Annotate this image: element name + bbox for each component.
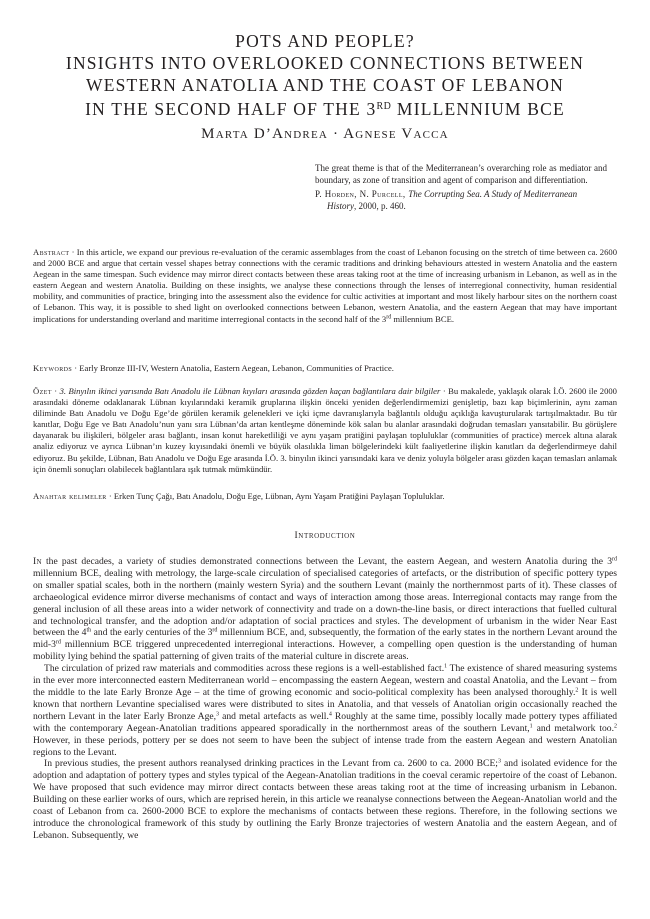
paragraph-2-text-c: It is well known that northern Levantine specialised wares were distributed to sites in Anatolia, and that vessels of Anatolian origin occasionally reached the northern Levant in the later Early Bronze Age, [33, 686, 617, 722]
anahtar-separator: · [106, 491, 114, 501]
ozet-separator: · [51, 386, 60, 396]
ozet-abstract [33, 386, 617, 475]
paragraph-1-lead: In [33, 556, 42, 567]
footnote-marker[interactable]: 3 [216, 711, 220, 718]
paragraph-3-text-a: In previous studies, the present authors reanalysed drinking practices in the Levant from ca. 2600 to ca. 2000 BCE; [44, 758, 498, 770]
title-line-1: POTS AND PEOPLE? [235, 31, 415, 51]
paragraph-2-text-g: However, in these periods, pottery per se does not seem to have been the subject of intense trade from the eastern Aegean and western Anatolian regions to the Levant. [33, 734, 617, 758]
abstract-text: In this article, we expand our previous re-evaluation of the ceramic assemblages from the coast of Lebanon focusing on the stretch of time between ca. 2600 and 2000 BCE and argue that certain vessel shapes betray connections with the ceramic traditions and drinking behaviours attested in western Anatolia and the eastern Aegean in the same timespan. Such evidence may mirror direct contacts between these areas taking root at the time of increasing urbanism in Lebanon, as well as in the eastern Aegean and western Anatolia. Building on these insights, we analyse these connections through the lenses of interregional connectivity, human residential mobility, and communities of practice, bringing into the assessment also the evidence for cultic activities at important and most likely harbour sites on the northern coast of Lebanon. This way, it is possible to shed light on overlooked connections between Lebanon, western Anatolia, and the eastern Aegean that may have important implications for understanding overland and maritime interregional contacts in the second half of the 3 [33, 247, 617, 324]
epigraph-source-year: , 2000, p. 460. [354, 200, 406, 211]
paragraph-1-text-d: millennium BCE, and, subsequently, the formation of the early states in the northern Levant around the mid-3 [33, 627, 617, 651]
paragraph-2-text-b: The existence of shared measuring systems in the ever more interconnected eastern Mediterranean world – encompassing the eastern Aegean, western and coastal Anatolia, and the Levant – from the middle to the late Early Bronze Age – at the time of growing economic and socio-political complexity has been analysed thoroughly. [33, 663, 618, 698]
keywords-text: Early Bronze III-IV, Western Anatolia, Eastern Aegean, Lebanon, Communities of Practice. [79, 363, 394, 373]
paragraph-1-text-c: and the early centuries of the 3 [91, 627, 213, 639]
ozet-separator-2: · [440, 386, 449, 396]
epigraph-source [315, 189, 607, 212]
keywords [33, 363, 617, 374]
title-line-2: INSIGHTS INTO OVERLOOKED CONNECTIONS BETWEEN [65, 53, 585, 73]
abstract [33, 247, 617, 325]
abstract-text-end: millennium BCE. [391, 313, 454, 324]
anahtar-kelimeler [33, 491, 617, 502]
paragraph-1-text-b: millennium BCE, dealing with metrology, the large-scale circulation of specialised categories of artefacts, or the distribution of specific pottery types on smaller spatial scales, both in the northern (mainly western Syria) and the southern Levant (mainly the northernmost parts of it). These classes of archaeological evidence mirror diverse mechanisms of contact and ways of interaction among those areas. Interregional contacts may range from the general inclusion of all these areas into a wider network of connectivity and trade on a down-the-line basis, or direct interactions that fuelled cultural and technological transfer, and the adoption and/or adaptation of social practices and styles. The development of urbanism in the wider Near East between the 4 [33, 567, 617, 639]
paragraph-2-text-d: and metal artefacts as well. [219, 710, 329, 722]
abstract-superscript: rd [386, 314, 392, 321]
keywords-label: Keywords [33, 363, 73, 373]
paragraph-3 [33, 758, 617, 841]
paragraph-1 [33, 556, 617, 663]
anahtar-text: Erken Tunç Çağı, Batı Anadolu, Doğu Ege, Lübnan, Aynı Yaşam Pratiğini Paylaşan Topluluklar. [113, 491, 445, 501]
superscript: rd [55, 639, 61, 646]
epigraph-source-title: The Corrupting Sea. A Study of Mediterranean History [327, 189, 578, 211]
title-line-4 [40, 96, 610, 120]
ozet-text: Bu makalede, yaklaşık olarak İ.Ö. 2600 ile 2000 arasındaki döneme odaklanarak Lübnan kıyılarındaki keramik gruplarına ilişkin önceki yeniden değerlendirmemizi genişletip, bazı kap biçimlerinin, aynı zaman diliminde Batı Anadolu ve Doğu Ege’de görülen keramik gelenekleri ve içki içme davranışlarıyla bağlantılı olduğu açıklığa kavuşturularak tartışılmaktadır. Bu tür kanıtlar, Doğu Ege ve Batı Anadolu’nun yanı sıra Lübnan’da artan kentleşme döneminde kök salan bu alanlar arasındaki doğrudan temasları yansıtabilir. Bu görüşlere dayanarak bu ilişkileri, bölgeler arası bağlantı, insan konut hareketliliği ve aynı yaşam pratiğini paylaşan topluluklar (communities of practice) mercek altına alarak analiz ediyoruz ve ayrıca Lübnan’ın kuzey kıyısındaki önemli ve büyük olasılıkla liman bölgelerindeki kült faaliyetlerine ilişkin kanıtları da değerlendirmeye dahil ediyoruz. Bu şekilde, Lübnan, Batı Anadolu ve Doğu Ege arasında İ.Ö. 3. binyılın ikinci yarısındaki kara ve deniz yoluyla bölgeler arası gözden kaçan temasları anlamak için önemli sonuçları olabilecek bağlantılara ışık tutmak mümkündür. [33, 386, 617, 474]
title-superscript: RD [376, 101, 392, 112]
introduction-body [33, 556, 617, 842]
epigraph-source-authors: P. Horden, N. Purcell, [315, 189, 409, 200]
paragraph-3-text-b: and isolated evidence for the adoption and adaptation of pottery types and styles typical of the Aegean-Anatolian traditions in the coeval ceramic repertoire of the coast of Lebanon. We have proposed that such evidence may mirror direct contacts between these areas taking root at the time of increasing urbanism in Lebanon. Building on these earlier works of ours, which are reprised herein, in this article we reanalyse connections between the Aegean-Anatolian world and the coast of Lebanon from ca. 2600-2000 BCE to explore the mechanisms of contacts between these regions. Therefore, in the following sections we introduce the chronological framework of this study by outlining the Early Bronze trajectories of western Anatolia and the eastern Aegean, and of Lebanon. Subsequently, we [33, 758, 617, 841]
abstract-label: Abstract [33, 247, 70, 257]
footnote-marker[interactable]: 3 [497, 758, 501, 765]
anahtar-label: Anahtar kelimeler [33, 491, 107, 501]
superscript: th [86, 627, 92, 634]
paragraph-1-text-a: the past decades, a variety of studies demonstrated connections between the Levant, the eastern Aegean, and western Anatolia during the 3 [41, 556, 612, 567]
section-heading-introduction: Introduction [294, 531, 356, 541]
paragraph-2-text-f: and metalwork too. [532, 722, 615, 734]
article-authors: Marta D’Andrea · Agnese Vacca [201, 126, 449, 142]
footnote-marker[interactable]: 2 [575, 687, 579, 694]
keywords-separator: · [72, 363, 80, 373]
ozet-title: 3. Binyılın ikinci yarısında Batı Anadolu ile Lübnan kıyıları arasında gözden kaçan bağlantılara dair bilgiler [59, 386, 441, 396]
paragraph-2-text-a: The circulation of prized raw materials and commodities across these regions is a well-established fact. [44, 663, 445, 675]
footnote-marker[interactable]: 1 [529, 723, 533, 730]
article-title [40, 30, 610, 120]
abstract-separator: · [69, 247, 77, 257]
epigraph [315, 163, 607, 212]
ozet-label: Özet [33, 386, 52, 396]
paragraph-1-text-e: millennium BCE triggered unprecedented interregional interactions. However, a compelling open question is the understanding of human mobility lying behind the spatial patterning of given traits of the material culture in discrete areas. [33, 639, 617, 663]
paragraph-2 [33, 663, 617, 758]
paragraph-2-text-e: Roughly at the same time, possibly locally made pottery types affiliated with the contemporary Aegean-Anatolian traditions appeared sporadically in the northernmost areas of the southern Levant, [33, 710, 617, 734]
footnote-marker[interactable]: 4 [328, 711, 332, 718]
title-line-4-end: MILLENNIUM BCE [391, 99, 565, 119]
epigraph-quote: The great theme is that of the Mediterranean’s overarching role as mediator and boundary, as zone of transition and agent of comparison and differentiation. [315, 163, 607, 185]
footnote-marker[interactable]: 1 [444, 663, 448, 670]
title-line-4-start: IN THE SECOND HALF OF THE 3 [85, 99, 377, 119]
title-line-3: WESTERN ANATOLIA AND THE COAST OF LEBANON [86, 75, 564, 95]
superscript: rd [612, 556, 617, 563]
footnote-marker[interactable]: 2 [614, 723, 618, 730]
superscript: rd [212, 627, 218, 634]
